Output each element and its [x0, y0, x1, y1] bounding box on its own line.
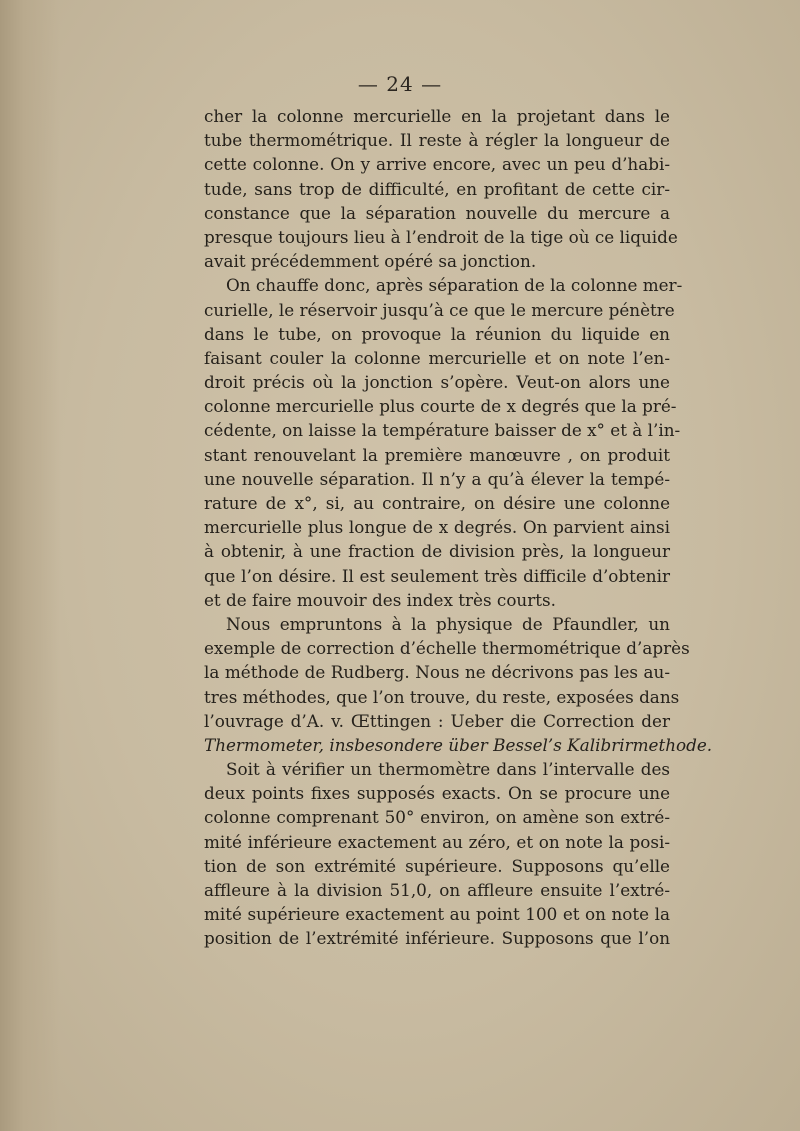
text-line: faisant couler la colonne mercurielle et on note l’en- [204, 347, 670, 368]
text-line: avait précédemment opéré sa jonction. [204, 251, 537, 272]
text-line: tude, sans trop de difficulté, en profitant de cette cir- [204, 178, 670, 199]
text-line: une nouvelle séparation. Il n’y a qu’à élever la tempé- [204, 468, 670, 489]
text-line: tube thermométrique. Il reste à régler la longueur de [204, 130, 670, 151]
text-line: stant renouvelant la première manœuvre , on produit [204, 444, 670, 465]
text-line: colonne mercurielle plus courte de x degrés que la pré- [204, 396, 677, 417]
text-line: affleure à la division 51,0, on affleure ensuite l’extré- [204, 880, 670, 900]
text-line: mercurielle plus longue de x degrés. On parvient ainsi [204, 517, 670, 538]
text-line: constance que la séparation nouvelle du mercure a [204, 202, 670, 223]
text-line: exemple de correction d’échelle thermométrique d’après [204, 638, 690, 659]
text-line: tion de son extrémité supérieure. Supposons qu’elle [204, 855, 670, 876]
text-line: mité inférieure exactement au zéro, et on note la posi- [204, 831, 670, 852]
text-line: position de l’extrémité inférieure. Supposons que l’on [204, 928, 670, 949]
text-line: mité supérieure exactement au point 100 et on note la [204, 904, 670, 925]
text-line: cédente, on laisse la température baisser de x° et à l’in- [204, 420, 681, 441]
body-text [204, 104, 713, 951]
text-line: droit précis où la jonction s’opère. Veut-on alors une [204, 372, 670, 393]
text-line: que l’on désire. Il est seulement très difficile d’obtenir [204, 565, 670, 586]
text-line: On chauffe donc, après séparation de la colonne mer- [226, 275, 683, 296]
text-line: deux points fixes supposés exacts. On se procure une [204, 783, 670, 804]
text-line: colonne comprenant 50° environ, on amène son extré- [204, 807, 670, 828]
page-edge-shadow [0, 0, 60, 1131]
text-line: dans le tube, on provoque la réunion du liquide en [204, 323, 670, 344]
text-line: l’ouvrage d’A. v. Œttingen : Ueber die Correction der [204, 710, 670, 731]
text-line: et de faire mouvoir des index très courts. [204, 589, 556, 610]
text-line: Soit à vérifier un thermomètre dans l’intervalle des [226, 759, 670, 780]
text-line: à obtenir, à une fraction de division près, la longueur [204, 541, 670, 562]
text-line: cher la colonne mercurielle en la projetant dans le [204, 106, 670, 126]
text-line: Thermometer, insbesondere über Bessel’s Kalibrirmethode. [204, 734, 713, 755]
page-number: — 24 — [357, 72, 443, 96]
text-line: la méthode de Rudberg. Nous ne décrivons pas les au- [204, 662, 670, 683]
text-line: curielle, le réservoir jusqu’à ce que le mercure pénètre [204, 299, 675, 320]
text-line: presque toujours lieu à l’endroit de la tige où ce liquide [204, 226, 678, 247]
text-line: Nous empruntons à la physique de Pfaundler, un [226, 613, 670, 634]
text-line: rature de x°, si, au contraire, on désire une colonne [204, 493, 670, 513]
text-line: tres méthodes, que l’on trouve, du reste, exposées dans [204, 686, 680, 707]
text-line: cette colonne. On y arrive encore, avec un peu d’habi- [204, 154, 670, 175]
